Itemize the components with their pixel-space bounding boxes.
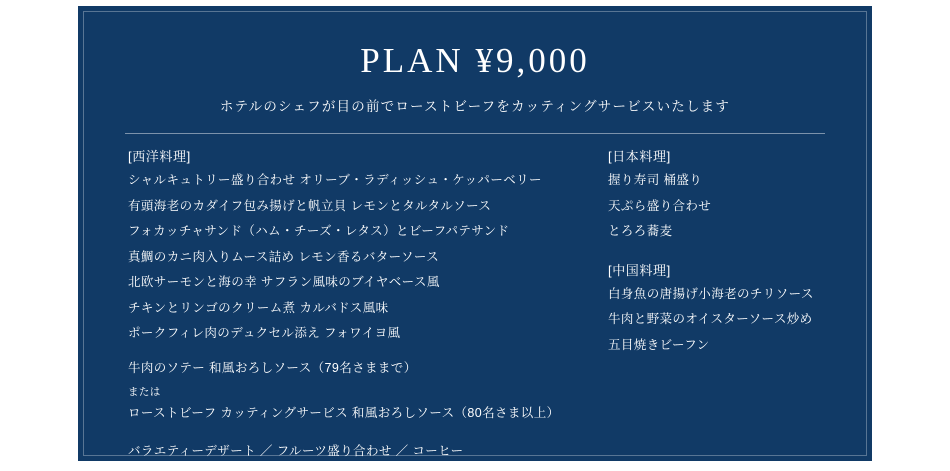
plan-subtitle: ホテルのシェフが目の前でローストビーフをカッティングサービスいたします	[219, 98, 731, 114]
list-item: 真鯛のカニ肉入りムース詰め レモン香るバターソース	[128, 249, 440, 264]
list-item: チキンとリンゴのクリーム煮 カルバドス風味	[128, 300, 389, 315]
list-item: 牛肉と野菜のオイスターソース炒め	[608, 312, 813, 326]
list-item: 有頭海老のカダイフ包み揚げと帆立貝 レモンとタルタルソース	[128, 198, 492, 213]
list-item: 五目焼きビーフン	[608, 337, 710, 352]
list-item: シャルキュトリー盛り合わせ オリーブ・ラディッシュ・ケッパーベリー	[128, 173, 542, 187]
list-item: フォカッチャサンド（ハム・チーズ・レタス）とビーフパテサンド	[128, 224, 510, 238]
section-heading-western: [西洋料理]	[128, 149, 191, 164]
section-heading-chinese: [中国料理]	[608, 262, 671, 278]
beef-option: 牛肉のソテー 和風おろしソース（79名さままで）	[128, 360, 417, 375]
plan-header	[78, 6, 872, 134]
menu-columns	[78, 146, 872, 471]
japanese-chinese-column	[558, 146, 826, 471]
dessert-line: バラエティーデザート ／ フルーツ盛り合わせ ／ コーヒー	[128, 444, 464, 458]
plan-card	[78, 6, 872, 461]
list-item: とろろ蕎麦	[608, 224, 673, 238]
or-label: または	[128, 386, 161, 398]
roastbeef-option: ローストビーフ カッティングサービス 和風おろしソース（80名さま以上）	[128, 405, 560, 420]
page-title: PLAN ¥9,000	[360, 41, 590, 80]
header-divider	[125, 133, 825, 134]
section-heading-japanese: [日本料理]	[608, 149, 671, 164]
list-item: 北欧サーモンと海の幸 サフラン風味のブイヤベース風	[128, 275, 440, 289]
list-item: 天ぷら盛り合わせ	[608, 198, 712, 213]
western-cuisine-column	[128, 146, 558, 471]
list-item: ポークフィレ肉のデュクセル添え フォワイヨ風	[128, 326, 401, 340]
list-item: 握り寿司 桶盛り	[608, 173, 703, 187]
list-item: 白身魚の唐揚げ小海老のチリソース	[608, 286, 814, 301]
